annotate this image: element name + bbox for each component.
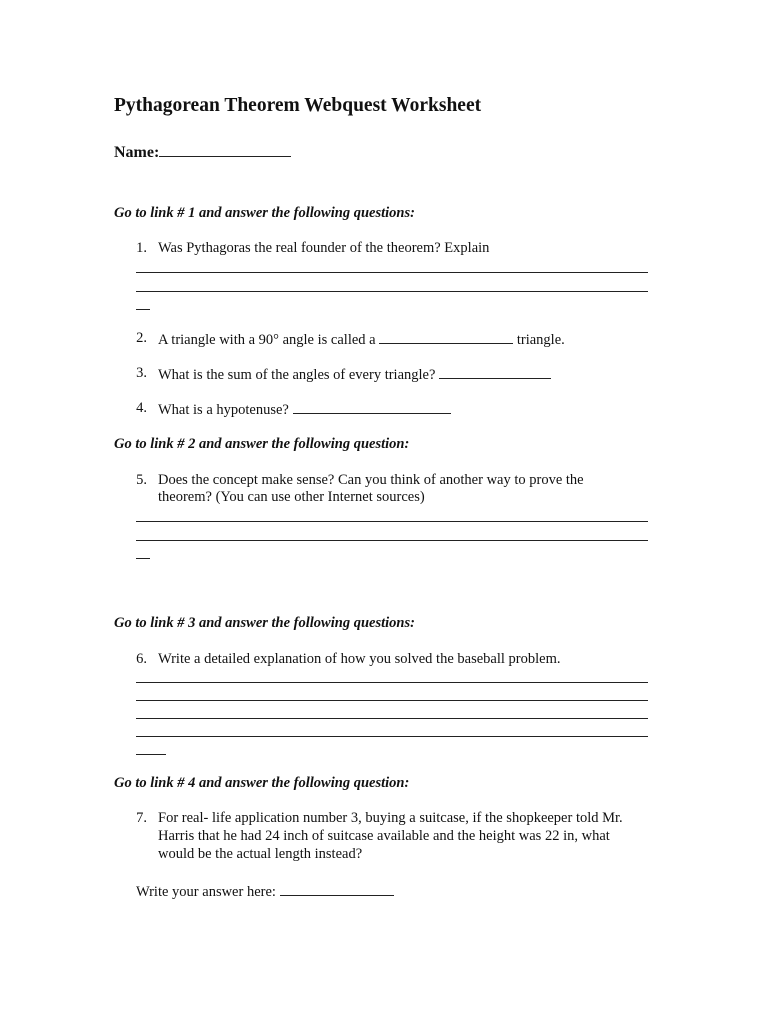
question-number: 5. (136, 472, 147, 488)
fill-in-blank[interactable] (379, 330, 513, 344)
question-number: 4. (136, 400, 147, 416)
question-number: 7. (136, 810, 147, 826)
question-text-line-2: Harris that he had 24 inch of suitcase available and the height was 22 in, what (158, 828, 610, 844)
question-text-line-2: theorem? (You can use other Internet sources) (158, 489, 425, 505)
fill-in-blank[interactable] (439, 365, 551, 379)
answer-prompt-row (136, 882, 394, 901)
answer-line[interactable] (136, 540, 648, 541)
question-text-line-1: For real- life application number 3, buying a suitcase, if the shopkeeper told Mr. (158, 810, 623, 826)
section-heading-link-3: Go to link # 3 and answer the following questions: (114, 615, 415, 631)
question-text: Write a detailed explanation of how you solved the baseball problem. (158, 651, 561, 667)
question-text-after: triangle. (516, 332, 565, 348)
section-heading-link-4: Go to link # 4 and answer the following question: (114, 775, 410, 791)
question-text: Was Pythagoras the real founder of the theorem? Explain (158, 240, 490, 256)
question-number: 3. (136, 365, 147, 381)
answer-line-short[interactable] (136, 754, 166, 755)
section-heading-link-2: Go to link # 2 and answer the following question: (114, 436, 410, 452)
question-text-line-3: would be the actual length instead? (158, 846, 363, 862)
answer-line[interactable] (136, 736, 648, 737)
answer-line[interactable] (136, 521, 648, 522)
answer-line[interactable] (136, 700, 648, 701)
page-title: Pythagorean Theorem Webquest Worksheet (114, 95, 482, 116)
answer-blank[interactable] (280, 882, 394, 896)
question-text: What is a hypotenuse? (158, 402, 289, 418)
answer-line-short[interactable] (136, 558, 150, 559)
name-label: Name: (114, 144, 160, 161)
question-number: 2. (136, 330, 147, 346)
name-blank[interactable] (159, 143, 291, 157)
question-text: What is the sum of the angles of every triangle? (158, 367, 436, 383)
question-number: 1. (136, 240, 147, 256)
question-text: A triangle with a 90° angle is called a (158, 332, 376, 348)
name-field-row (114, 143, 291, 162)
answer-line[interactable] (136, 718, 648, 719)
question-text-line-1: Does the concept make sense? Can you think of another way to prove the (158, 472, 584, 488)
section-heading-link-1: Go to link # 1 and answer the following questions: (114, 205, 415, 221)
answer-line[interactable] (136, 272, 648, 273)
answer-line[interactable] (136, 682, 648, 683)
answer-prompt-label: Write your answer here: (136, 884, 276, 900)
answer-line-short[interactable] (136, 309, 150, 310)
question-number: 6. (136, 651, 147, 667)
answer-line[interactable] (136, 291, 648, 292)
fill-in-blank[interactable] (293, 400, 451, 414)
